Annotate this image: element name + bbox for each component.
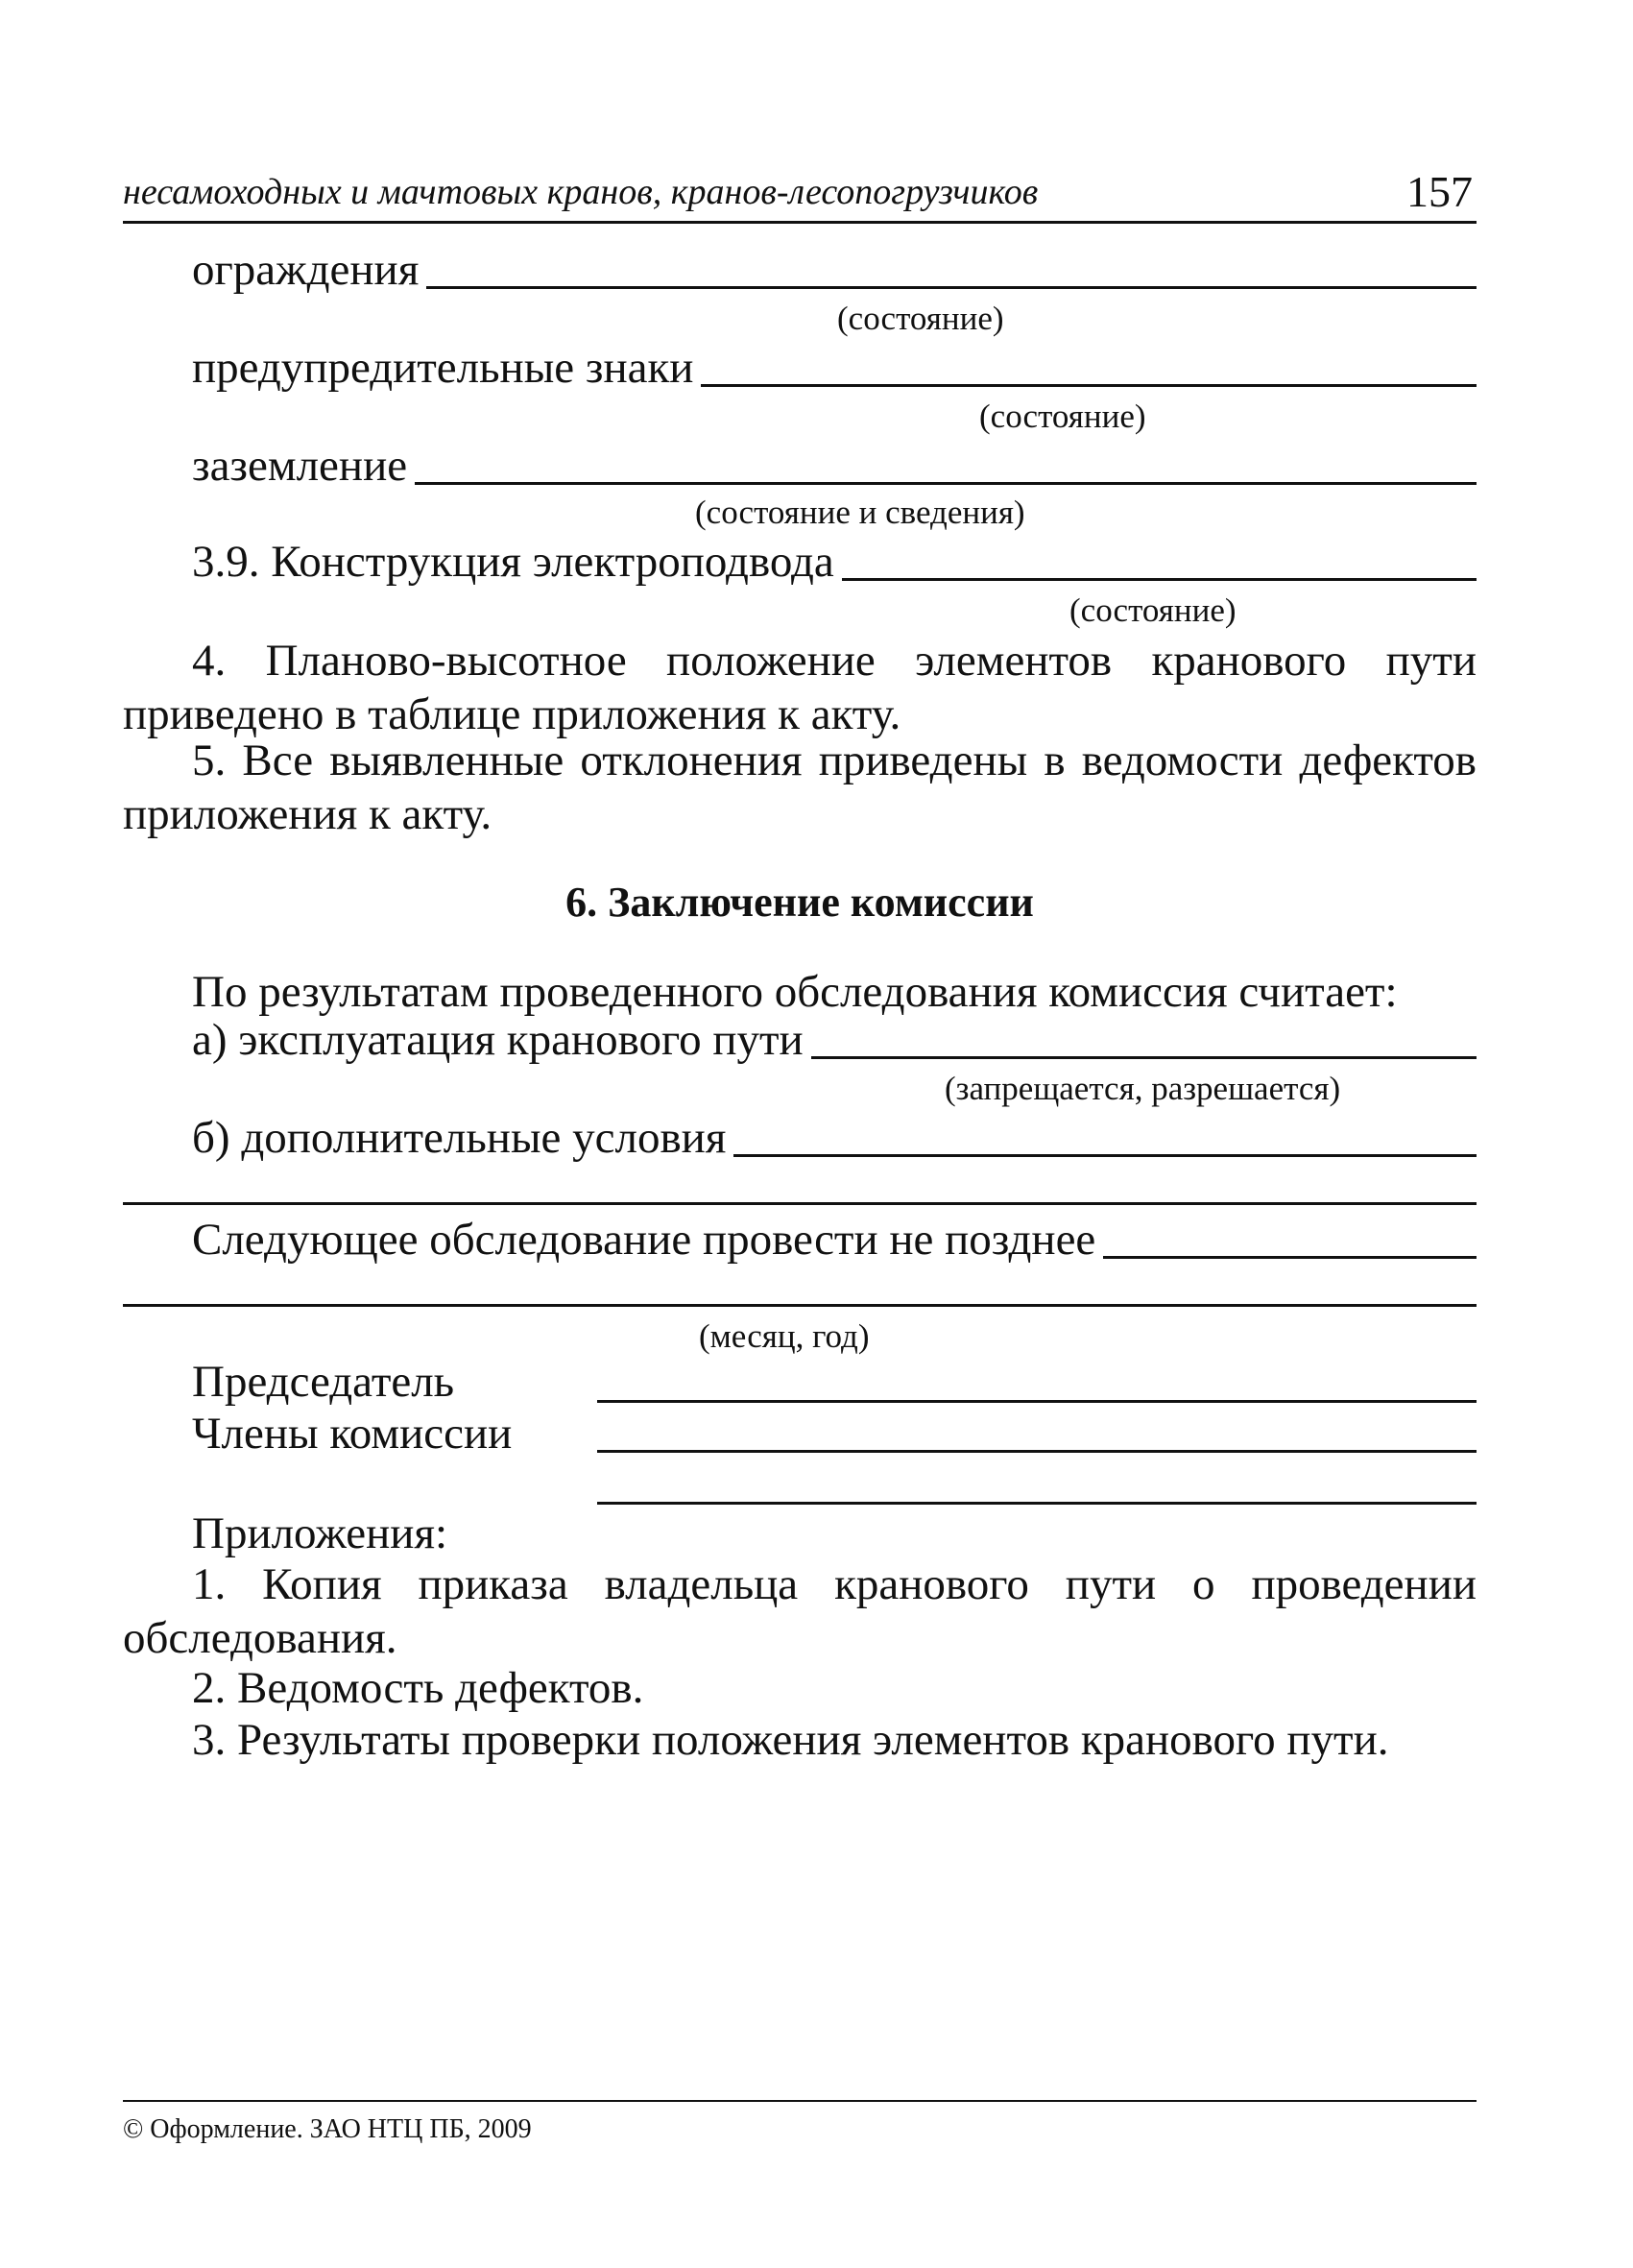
conditions-field	[192, 1113, 1477, 1163]
next-inspection-blank-continued	[123, 1304, 1477, 1307]
grounding-hint: (состояние и сведения)	[695, 494, 1025, 531]
operation-field	[192, 1015, 1477, 1065]
fences-label: ограждения	[192, 245, 420, 295]
warning-signs-label: предупредительные знаки	[192, 343, 694, 393]
members-label: Члены комиссии	[192, 1409, 513, 1459]
chairman-signature-line	[597, 1400, 1477, 1403]
operation-blank	[811, 1054, 1477, 1059]
power-supply-label: 3.9. Конструкция электроподвода	[192, 537, 834, 587]
conditions-blank-continued	[123, 1202, 1477, 1205]
next-inspection-field	[192, 1215, 1477, 1265]
member-signature-line-2	[597, 1502, 1477, 1505]
conditions-label: б) дополнительные условия	[192, 1113, 727, 1163]
warning-signs-hint: (состояние)	[979, 398, 1146, 435]
grounding-field	[192, 441, 1477, 491]
fences-hint: (состояние)	[837, 300, 1004, 337]
fences-blank	[426, 284, 1477, 289]
appendix-item-2: 2. Ведомость дефектов.	[192, 1663, 644, 1713]
page-number: 157	[1406, 167, 1473, 216]
member-signature-line-1	[597, 1450, 1477, 1453]
power-supply-hint: (состояние)	[1069, 591, 1237, 629]
next-inspection-label: Следующее обследование провести не позднее	[192, 1215, 1096, 1265]
warning-signs-blank	[701, 382, 1477, 387]
section-6-title: 6. Заключение комиссии	[565, 879, 1034, 926]
paragraph-4: 4. Планово-высотное положение элементов кранового пути приведено в таблице приложения к акту.	[123, 636, 1477, 739]
next-inspection-hint: (месяц, год)	[699, 1317, 870, 1355]
appendices-heading: Приложения:	[192, 1508, 448, 1558]
section-6-intro: По результатам проведенного обследования комиссия считает:	[192, 967, 1398, 1017]
warning-signs-field	[192, 343, 1477, 393]
next-inspection-blank	[1103, 1254, 1477, 1259]
footer-rule	[123, 2100, 1477, 2102]
running-title: несамоходных и мачтовых кранов, кранов-лесопогрузчиков	[123, 172, 1039, 212]
power-supply-field	[192, 537, 1477, 587]
grounding-blank	[415, 480, 1477, 485]
grounding-label: заземление	[192, 441, 408, 491]
operation-hint: (запрещается, разрешается)	[945, 1070, 1341, 1107]
operation-label: а) эксплуатация кранового пути	[192, 1015, 804, 1065]
chairman-label: Председатель	[192, 1357, 455, 1407]
running-head	[123, 161, 1477, 224]
appendix-item-1: 1. Копия приказа владельца кранового пути о проведении обследования.	[123, 1559, 1477, 1663]
paragraph-5: 5. Все выявленные отклонения приведены в ведомости дефектов приложения к акту.	[123, 736, 1477, 839]
appendix-item-3: 3. Результаты проверки положения элементов кранового пути.	[192, 1715, 1389, 1765]
conditions-blank	[733, 1152, 1477, 1157]
power-supply-blank	[842, 576, 1477, 581]
footer-copyright: © Оформление. ЗАО НТЦ ПБ, 2009	[123, 2114, 532, 2144]
fences-field	[192, 245, 1477, 295]
